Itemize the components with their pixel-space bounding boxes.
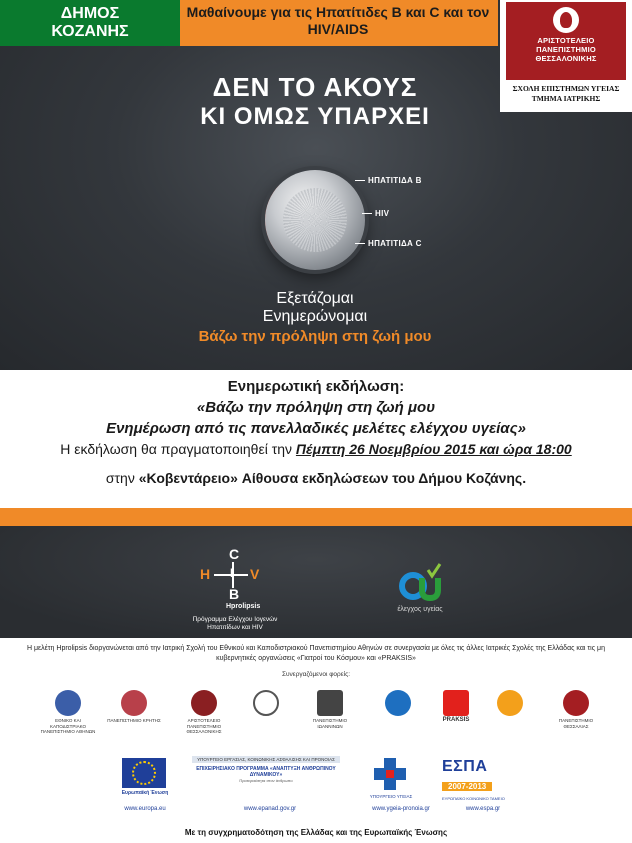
orange-divider (0, 508, 632, 526)
university-name: ΑΡΙΣΤΟΤΕΛΕΙΟ ΠΑΝΕΠΙΣΤΗΜΙΟ ΘΕΣΣΑΛΟΝΙΚΗΣ (535, 36, 597, 63)
partner-logo (300, 690, 360, 729)
partner-logo (480, 690, 540, 716)
partner-icon (317, 690, 343, 716)
funding-logos (0, 756, 632, 818)
espa-url: www.espa.gr (465, 806, 501, 812)
eu-flag-icon (122, 758, 166, 788)
partner-logos (0, 690, 632, 742)
partner-logo (236, 690, 296, 716)
partner-name: ΕΘΝΙΚΟ ΚΑΙ ΚΑΠΟΔΙΣΤΡΙΑΚΟ ΠΑΝΕΠΙΣΤΗΜΙΟ ΑΘΗΝΩΝ (40, 718, 96, 734)
hprolipsis-name: Hprolipsis (226, 603, 261, 610)
headline-line-2: ΚΙ ΟΜΩΣ ΥΠΑΡΧΕΙ (200, 103, 430, 130)
headline-line-1: ΔΕΝ ΤΟ ΑΚΟΥΣ (212, 72, 418, 102)
partner-icon (55, 690, 81, 716)
ygeia-url: www.ygeia-pronoia.gr (372, 806, 430, 812)
partner-icon (563, 690, 589, 716)
partner-name: ΠΑΝΕΠΙΣΤΗΜΙΟ ΚΡΗΤΗΣ (107, 718, 161, 723)
espa-title: ΕΣΠΑ (442, 758, 488, 775)
hcv-letter-h: H (200, 566, 211, 582)
event-place-prefix: στην (105, 470, 135, 486)
hcv-letter-v: V (250, 566, 260, 582)
partner-icon (253, 690, 279, 716)
hprolipsis-description: Πρόγραμμα Ελέγχου Ιογενών Ηπατιτίδων και HIV (192, 616, 278, 631)
eu-stars-icon (132, 761, 156, 785)
poster-bottom (0, 526, 632, 638)
partner-icon (121, 690, 147, 716)
campaign-title: Μαθαίνουμε για τις Ηπατίτιδες Β και C και τον HIV/AIDS (186, 4, 490, 37)
event-date-prefix: Η εκδήλωση θα πραγματοποιηθεί την (60, 441, 293, 457)
school-line-2: ΤΜΗΜΑ ΙΑΤΡΙΚΗΣ (531, 94, 601, 103)
partner-name: ΠΑΝΕΠΙΣΤΗΜΙΟ ΘΕΣΣΑΛΙΑΣ (558, 718, 594, 729)
espa-sub: ΕΥΡΩΠΑΪΚΟ ΚΟΙΝΩΝΙΚΟ ΤΑΜΕΙΟ (442, 796, 505, 801)
poster-top (0, 0, 632, 370)
partner-icon (385, 690, 411, 716)
partner-logo (174, 690, 234, 735)
hcv-letter-b: B (229, 586, 240, 602)
dial-tick (355, 180, 365, 181)
dial-tick (362, 213, 372, 214)
partner-icon (497, 690, 523, 716)
event-date (0, 439, 632, 460)
epanad-title: ΕΠΙΧΕΙΡΗΣΙΑΚΟ ΠΡΟΓΡΑΜΜΑ «ΑΝΑΠΤΥΞΗ ΑΝΘΡΩΠΙΝΟΥ ΔΥΝΑΜΙΚΟΥ» (196, 766, 336, 778)
seal-icon (553, 7, 579, 33)
municipality-label (0, 0, 180, 46)
school-line-1: ΣΧΟΛΗ ΕΠΙΣΤΗΜΩΝ ΥΓΕΙΑΣ (512, 84, 620, 93)
partner-logo (368, 690, 428, 716)
dial-label-hiv: HIV (375, 209, 390, 218)
slogan-line-1: Εξετάζομαι (276, 290, 354, 307)
hcv-letter-c: C (229, 546, 240, 562)
partner-name: PRAKSIS (442, 717, 470, 723)
epanad-url: www.epanad.gov.gr (243, 806, 297, 812)
event-date-highlight: Πέμπτη 26 Νοεμβρίου 2015 και ώρα 18:00 (295, 441, 572, 457)
event-place (0, 468, 632, 489)
event-quote-line-2: Ενημέρωση από τις πανελλαδικές μελέτες ελέγχου υγείας» (106, 420, 526, 437)
university-logo (506, 2, 626, 80)
epanad-header: ΥΠΟΥΡΓΕΙΟ ΕΡΓΑΣΙΑΣ, ΚΟΙΝΩΝΙΚΗΣ ΑΣΦΑΛΙΣΗΣ ΚΑΙ ΠΡΟΝΟΙΑΣ (192, 756, 340, 763)
partner-name: ΑΡΙΣΤΟΤΕΛΕΙΟ ΠΑΝΕΠΙΣΤΗΜΙΟ ΘΕΣΣΑΛΟΝΙΚΗΣ (186, 718, 222, 734)
partner-icon (191, 690, 217, 716)
eu-url: www.europa.eu (124, 806, 166, 812)
eu-caption: Ευρωπαϊκή Ένωση (121, 790, 169, 796)
university-logo-block (500, 0, 632, 112)
hcv-letter-i: I (230, 566, 234, 580)
espa-logo (442, 758, 518, 800)
study-note: Η μελέτη Hprolipsis διοργανώνεται από την Ιατρική Σχολή του Εθνικού και Καποδιστριακού Πανεπιστημίου Αθηνών σε συνεργασία με όλες τις άλλες Ιατρικές Σχολές της Ελλάδας και τις μη κυβερνητικές οργανώσεις «Γιατροί του Κόσμου» και «PRAKSIS» (27, 645, 605, 662)
elegxos-ygeias-logo-icon (398, 560, 442, 604)
slogan-line-3: Βάζω την πρόληψη στη ζωή μου (198, 328, 432, 345)
hprolipsis-logo (200, 546, 266, 620)
espa-years: 2007-2013 (442, 782, 492, 791)
ministry-health-cross-icon (370, 756, 410, 792)
dial-label-hep-b: ΗΠΑΤΙΤΙΔΑ Β (368, 176, 422, 185)
school-name (500, 84, 632, 104)
slogan-line-2: Ενημερώνομαι (262, 308, 368, 325)
partners-title: Συνεργαζόμενοι φορείς: (281, 671, 351, 678)
partner-name: ΠΑΝΕΠΙΣΤΗΜΙΟ ΙΩΑΝΝΙΝΩΝ (312, 718, 348, 729)
dial-tick (355, 243, 365, 244)
municipality-text: ΔΗΜΟΣ ΚΟΖΑΝΗΣ (51, 5, 129, 40)
partner-logo (104, 690, 164, 724)
epanad-logo (192, 756, 340, 800)
poster-headline (170, 72, 460, 132)
epanad-sub: Προτεραιότητα στον άνθρωπο (239, 778, 293, 783)
event-place-highlight: «Κοβεντάρειο» (138, 470, 238, 486)
event-quote-line-1: «Βάζω την πρόληψη στη ζωή μου (196, 399, 436, 416)
partner-icon (443, 690, 469, 716)
event-place-suffix: Αίθουσα εκδηλώσεων του Δήμου Κοζάνης. (241, 470, 527, 486)
partner-logo (426, 690, 486, 724)
partner-logo (38, 690, 98, 735)
dial-label-hep-c: ΗΠΑΤΙΤΙΔΑ C (368, 239, 422, 248)
event-info (0, 370, 632, 508)
ygeia-caption: ΥΠΟΥΡΓΕΙΟ ΥΓΕΙΑΣ (369, 794, 413, 799)
poster-slogan (170, 290, 460, 326)
partner-logo (546, 690, 606, 729)
cofinancing-note: Με τη συγχρηματοδότηση της Ελλάδας και της Ευρωπαϊκής Ένωσης (184, 828, 448, 837)
knob-icon (265, 170, 365, 270)
event-title: Ενημερωτική εκδήλωση: (227, 378, 405, 395)
elegxos-ygeias-label: έλεγχος υγείας (397, 606, 443, 613)
volume-knob-graphic (255, 160, 375, 280)
